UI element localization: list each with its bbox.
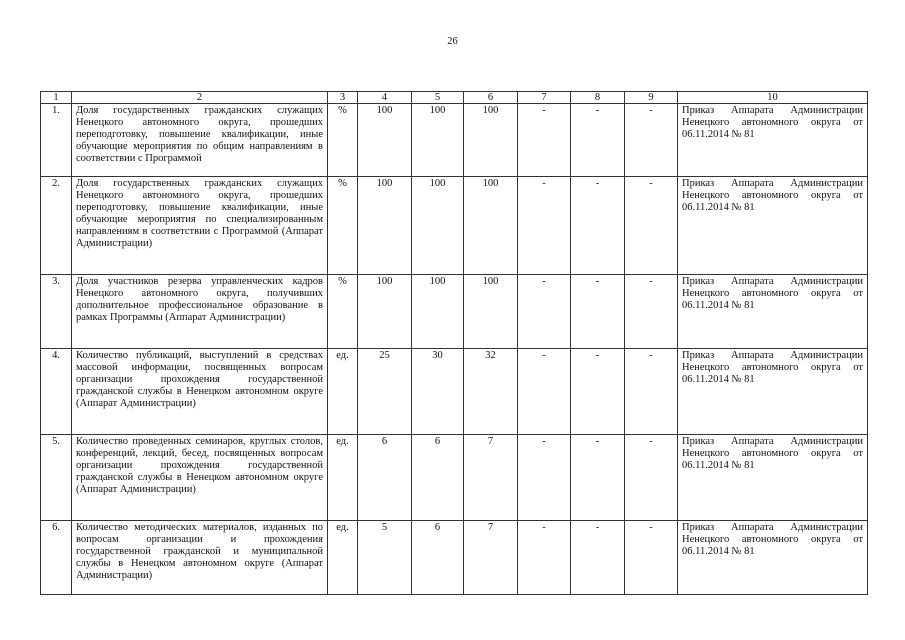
row-number: 6. <box>41 521 72 595</box>
indicator-name: Количество методических материалов, изданных по вопросам организации и прохождения государственной гражданской и муниципальной службы в Ненецком автономном округе (Аппарат Администрации) <box>72 521 328 595</box>
table-row <box>41 275 868 349</box>
source-document: Приказ Аппарата Администрации Ненецкого автономного округа от 06.11.2014 № 81 <box>678 275 868 349</box>
value-cell: 5 <box>358 521 412 595</box>
indicator-name: Доля государственных гражданских служащих Ненецкого автономного округа, прошедших переподготовку, повышение квалификации, иные обучающие мероприятия по специализированным направлениям в соответствии с Программой (Аппарат Администрации) <box>72 177 328 275</box>
value-cell: 100 <box>464 104 518 177</box>
table-row <box>41 349 868 435</box>
unit-cell: ед. <box>328 435 358 521</box>
value-cell: 100 <box>464 275 518 349</box>
row-number: 2. <box>41 177 72 275</box>
value-cell: - <box>571 275 625 349</box>
value-cell: 100 <box>358 177 412 275</box>
value-cell: - <box>571 349 625 435</box>
value-cell: 100 <box>412 177 464 275</box>
value-cell: - <box>625 435 678 521</box>
source-document: Приказ Аппарата Администрации Ненецкого автономного округа от 06.11.2014 № 81 <box>678 104 868 177</box>
value-cell: 25 <box>358 349 412 435</box>
page-number: 26 <box>447 36 458 47</box>
value-cell: - <box>518 177 571 275</box>
unit-cell: ед. <box>328 521 358 595</box>
header-cell: 7 <box>518 92 571 104</box>
header-cell: 6 <box>464 92 518 104</box>
value-cell: 6 <box>358 435 412 521</box>
value-cell: 32 <box>464 349 518 435</box>
value-cell: 100 <box>412 104 464 177</box>
source-document: Приказ Аппарата Администрации Ненецкого автономного округа от 06.11.2014 № 81 <box>678 349 868 435</box>
header-cell: 8 <box>571 92 625 104</box>
row-number: 4. <box>41 349 72 435</box>
value-cell: 6 <box>412 521 464 595</box>
indicator-name: Доля участников резерва управленческих кадров Ненецкого автономного округа, получивших дополнительное профессиональное образование в рамках Программы (Аппарат Администрации) <box>72 275 328 349</box>
value-cell: - <box>518 521 571 595</box>
unit-cell: % <box>328 275 358 349</box>
row-number: 1. <box>41 104 72 177</box>
source-document: Приказ Аппарата Администрации Ненецкого автономного округа от 06.11.2014 № 81 <box>678 521 868 595</box>
source-document: Приказ Аппарата Администрации Ненецкого автономного округа от 06.11.2014 № 81 <box>678 435 868 521</box>
header-row <box>41 92 868 104</box>
table-row <box>41 435 868 521</box>
unit-cell: % <box>328 104 358 177</box>
value-cell: 100 <box>358 275 412 349</box>
header-cell: 3 <box>328 92 358 104</box>
row-number: 3. <box>41 275 72 349</box>
value-cell: - <box>518 275 571 349</box>
value-cell: - <box>571 177 625 275</box>
value-cell: - <box>625 104 678 177</box>
value-cell: - <box>571 435 625 521</box>
indicator-name: Доля государственных гражданских служащих Ненецкого автономного округа, прошедших переподготовку, повышение квалификации, иные обучающие мероприятия по общим направлениям в соответствии с Программой <box>72 104 328 177</box>
value-cell: 100 <box>412 275 464 349</box>
value-cell: - <box>518 349 571 435</box>
header-cell: 4 <box>358 92 412 104</box>
header-cell: 5 <box>412 92 464 104</box>
value-cell: 30 <box>412 349 464 435</box>
header-cell: 2 <box>72 92 328 104</box>
table-row <box>41 104 868 177</box>
value-cell: 7 <box>464 521 518 595</box>
value-cell: - <box>571 104 625 177</box>
header-cell: 9 <box>625 92 678 104</box>
table-row <box>41 177 868 275</box>
indicator-name: Количество проведенных семинаров, круглых столов, конференций, лекций, бесед, посвященных вопросам организации прохождения государственной гражданской службы в Ненецком автономном округе (Аппарат Администрации) <box>72 435 328 521</box>
unit-cell: ед. <box>328 349 358 435</box>
indicators-table <box>40 91 868 595</box>
value-cell: - <box>571 521 625 595</box>
value-cell: - <box>625 177 678 275</box>
indicator-name: Количество публикаций, выступлений в средствах массовой информации, посвященных вопросам организации прохождения государственной гражданской службы в Ненецком автономном округе (Аппарат Администрации) <box>72 349 328 435</box>
value-cell: - <box>625 521 678 595</box>
value-cell: 100 <box>358 104 412 177</box>
value-cell: - <box>625 275 678 349</box>
value-cell: - <box>518 104 571 177</box>
unit-cell: % <box>328 177 358 275</box>
value-cell: - <box>518 435 571 521</box>
header-cell: 10 <box>678 92 868 104</box>
value-cell: - <box>625 349 678 435</box>
table-row <box>41 521 868 595</box>
source-document: Приказ Аппарата Администрации Ненецкого автономного округа от 06.11.2014 № 81 <box>678 177 868 275</box>
value-cell: 100 <box>464 177 518 275</box>
value-cell: 6 <box>412 435 464 521</box>
value-cell: 7 <box>464 435 518 521</box>
header-cell: 1 <box>41 92 72 104</box>
row-number: 5. <box>41 435 72 521</box>
